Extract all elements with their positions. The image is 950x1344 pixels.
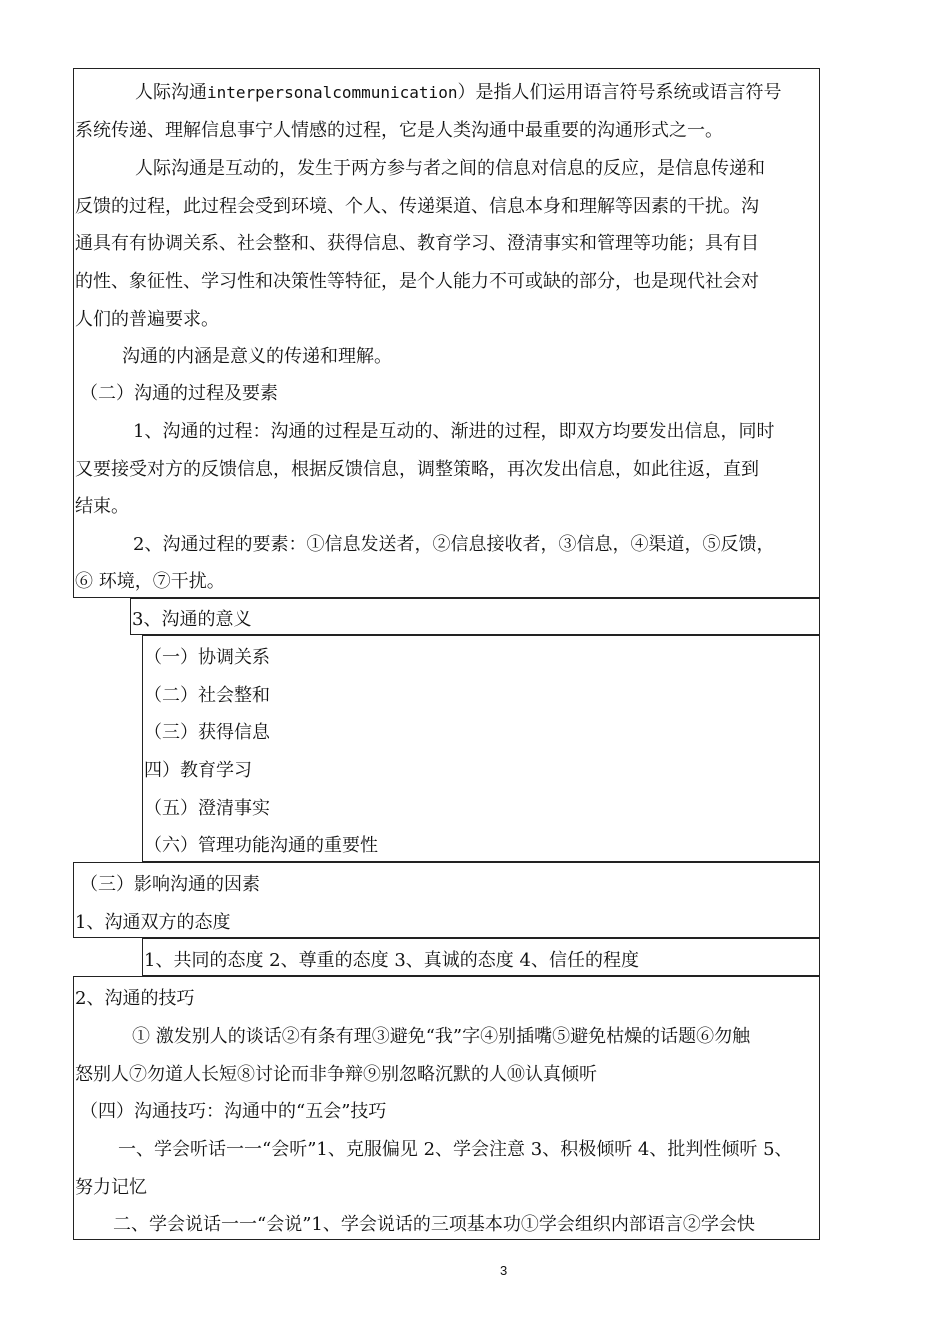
- paragraph-line: 1、共同的态度 2、尊重的态度 3、真诚的态度 4、信任的程度: [144, 950, 639, 971]
- section-heading: （三）影响沟通的因素: [80, 874, 260, 895]
- paragraph-line: [135, 83, 781, 103]
- paragraph-line: 1、沟通的过程：沟通的过程是互动的、渐进的过程，即双方均要发出信息，同时: [133, 421, 775, 442]
- paragraph-line: 又要接受对方的反馈信息，根据反馈信息，调整策略，再次发出信息，如此往返，直到: [75, 459, 759, 480]
- section-heading: （二）沟通的过程及要素: [80, 383, 278, 404]
- section-heading: （四）沟通技巧：沟通中的“五会”技巧: [80, 1101, 387, 1122]
- paragraph-line: 2、沟通过程的要素：①信息发送者，②信息接收者，③信息，④渠道，⑤反馈，: [133, 534, 775, 555]
- sub-heading: 2、沟通的技巧: [75, 988, 195, 1009]
- paragraph-line: 人们的普遍要求。: [75, 309, 219, 330]
- paragraph-line: 人际沟通是互动的，发生于两方参与者之间的信息对信息的反应，是信息传递和: [135, 158, 765, 179]
- text-run: 人际沟通: [135, 82, 207, 103]
- paragraph-line: 二、学会说话一一“会说”1、学会说话的三项基本功①学会组织内部语言②学会快: [113, 1214, 755, 1235]
- list-item: （一）协调关系: [144, 647, 270, 668]
- paragraph-line: 系统传递、理解信息事宁人情感的过程，它是人类沟通中最重要的沟通形式之一。: [75, 120, 723, 141]
- paragraph-line: 结束。: [75, 496, 129, 517]
- paragraph-line: ① 激发别人的谈话②有条有理③避免“我”字④别插嘴⑤避免枯燥的话题⑥勿触: [132, 1026, 751, 1047]
- list-item: （三）获得信息: [144, 722, 270, 743]
- text-block-significance-items: [142, 635, 820, 862]
- paragraph-line: 一、学会听话一一“会听”1、克服偏见 2、学会注意 3、积极倾听 4、批判性倾听 5、: [118, 1139, 793, 1160]
- paragraph-line: 努力记忆: [75, 1177, 147, 1198]
- sub-heading: 1、沟通双方的态度: [75, 912, 231, 933]
- section-heading: 3、沟通的意义: [132, 609, 252, 630]
- paragraph-line: 怒别人⑦勿道人长短⑧讨论而非争辩⑨别忽略沉默的人⑩认真倾听: [75, 1064, 597, 1085]
- paragraph-line: 的性、象征性、学习性和决策性等特征，是个人能力不可或缺的部分，也是现代社会对: [75, 271, 759, 292]
- list-item: 四）教育学习: [144, 760, 252, 781]
- list-item: （六）管理功能沟通的重要性: [144, 835, 378, 856]
- english-term: interpersonalcommunication: [207, 83, 458, 102]
- text-block-definition: [73, 68, 820, 598]
- text-run: ）是指人们运用语言符号系统或语言符号: [457, 82, 782, 103]
- paragraph-line: ⑥ 环境，⑦干扰。: [75, 571, 225, 592]
- list-item: （五）澄清事实: [144, 798, 270, 819]
- list-item: （二）社会整和: [144, 685, 270, 706]
- page-number: 3: [500, 1263, 508, 1278]
- paragraph-line: 通具有有协调关系、社会整和、获得信息、教育学习、澄清事实和管理等功能；具有目: [75, 233, 759, 254]
- paragraph-line: 反馈的过程，此过程会受到环境、个人、传递渠道、信息本身和理解等因素的干扰。沟: [75, 196, 759, 217]
- paragraph-line: 沟通的内涵是意义的传递和理解。: [122, 346, 392, 367]
